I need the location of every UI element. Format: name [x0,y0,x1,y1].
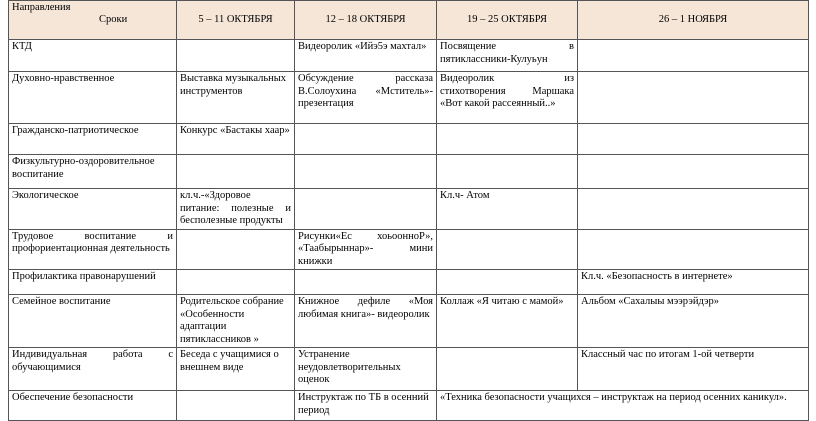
table-cell [437,229,578,270]
table-cell: Устранение неудовлетворительных оценок [295,348,437,391]
table-cell: Выставка музыкальных инструментов [177,72,295,124]
row-direction: Духовно-нравственное [9,72,177,124]
table-cell [295,189,437,230]
table-cell: Книжное дефиле «Моя любимая книга»- видеоролик [295,295,437,348]
table-cell [177,155,295,189]
table-cell: Инструктаж по ТБ в осенний период [295,391,437,421]
table-row [9,72,809,124]
table-cell: Родительское собрание «Особенности адаптации пятиклассников » [177,295,295,348]
row-direction: Профилактика правонарушений [9,270,177,295]
table-row [9,229,809,270]
header-corner-cell [9,1,177,40]
table-row [9,348,809,391]
table-cell [578,229,809,270]
table-cell: Классный час по итогам 1-ой четверти [578,348,809,391]
row-direction: Гражданско-патриотическое [9,124,177,155]
table-row [9,124,809,155]
table-cell: кл.ч.-«Здоровое питание: полезные и бесполезные продукты [177,189,295,230]
table-cell: Альбом «Сахалыы мээрэйдэр» [578,295,809,348]
table-cell [437,270,578,295]
table-cell: Обсуждение рассказа В.Солоухина «Мститель»-презентация [295,72,437,124]
header-week-4: 26 – 1 НОЯБРЯ [578,1,809,40]
table-cell [578,189,809,230]
table-cell [578,124,809,155]
table-cell: Конкурс «Бастакы хаар» [177,124,295,155]
table-cell: Кл.ч- Атом [437,189,578,230]
table-cell [295,270,437,295]
table-cell: Видеоролик «Ийэ5э махтал» [295,40,437,72]
table-cell: Видеоролик из стихотворения Маршака «Вот какой рассеянный..» [437,72,578,124]
table-row [9,189,809,230]
header-directions-label: Направления [12,2,71,13]
table-cell: Кл.ч. «Безопасность в интернете» [578,270,809,295]
row-direction: Семейное воспитание [9,295,177,348]
table-cell: Посвящение в пятиклассники-Кулуьун [437,40,578,72]
row-direction: Индивидуальная работа с обучающимися [9,348,177,391]
header-week-2: 12 – 18 ОКТЯБРЯ [295,1,437,40]
row-direction: Трудовое воспитание и профориентационная деятельность [9,229,177,270]
header-week-3: 19 – 25 ОКТЯБРЯ [437,1,578,40]
table-cell [437,155,578,189]
table-cell: Беседа с учащимися о внешнем виде [177,348,295,391]
table-row [9,270,809,295]
table-cell [295,155,437,189]
table-cell [295,124,437,155]
table-cell [437,124,578,155]
table-cell: Рисунки«Ес хоьоонноР», «Таабырыннар»- мини книжки [295,229,437,270]
header-week-1: 5 – 11 ОКТЯБРЯ [177,1,295,40]
table-cell [578,155,809,189]
table-cell [177,391,295,421]
table-row [9,295,809,348]
table-cell: Коллаж «Я читаю с мамой» [437,295,578,348]
table-cell [578,72,809,124]
header-dates-label: Сроки [99,14,128,25]
table-row [9,391,809,421]
table-row [9,40,809,72]
table-cell [177,270,295,295]
row-direction: КТД [9,40,177,72]
header-row [9,1,809,40]
row-direction: Обеспечение безопасности [9,391,177,421]
table-row [9,155,809,189]
merged-cell: «Техника безопасности учащихся – инструктаж на период осенних каникул». [437,391,809,421]
table-cell [578,40,809,72]
table-cell [437,348,578,391]
row-direction: Физкультурно-оздоровительное воспитание [9,155,177,189]
row-direction: Экологическое [9,189,177,230]
education-plan-table [8,0,809,421]
table-cell [177,40,295,72]
table-cell [177,229,295,270]
